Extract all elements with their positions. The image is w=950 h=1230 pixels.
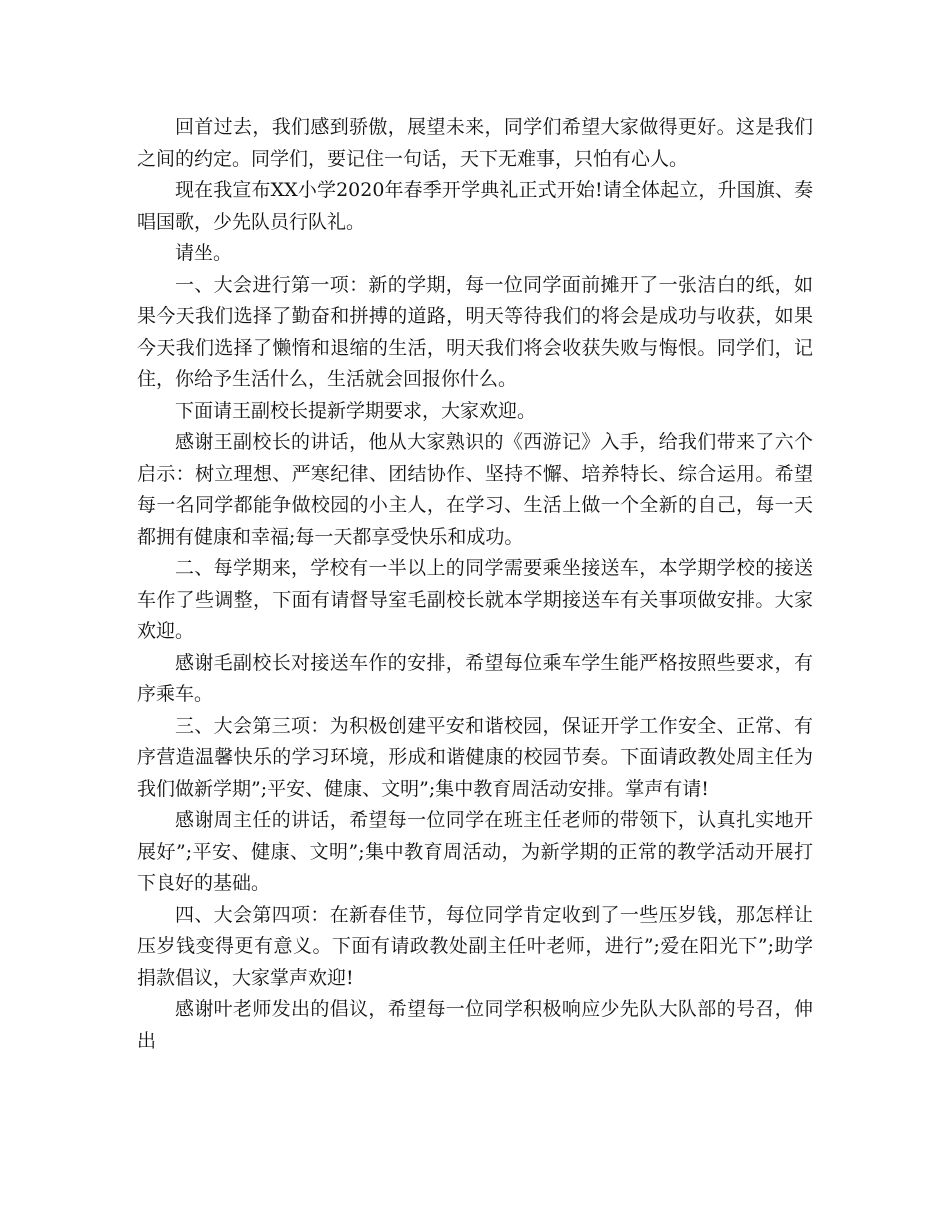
paragraph-6: 感谢王副校长的讲话，他从大家熟识的《西游记》入手，给我们带来了六个启示：树立理想、严寒纪律、团结协作、坚持不懈、培养特长、综合运用。希望每一名同学都能争做校园的小主人，在学习、生活上做一个全新的自己，每一天都拥有健康和幸福;每一天都享受快乐和成功。 [137, 431, 813, 548]
paragraph-9: 三、大会第三项：为积极创建平安和谐校园，保证开学工作安全、正常、有序营造温馨快乐的学习环境，形成和谐健康的校园节奏。下面请政教处周主任为我们做新学期”;平安、健康、文明”;集中教育周活动安排。掌声有请! [137, 714, 813, 800]
paragraph-12: 感谢叶老师发出的倡议，希望每一位同学积极响应少先队大队部的号召，伸出 [137, 998, 813, 1052]
document-body [137, 112, 813, 1057]
paragraph-7: 二、每学期来，学校有一半以上的同学需要乘坐接送车，本学期学校的接送车作了些调整，下面有请督导室毛副校长就本学期接送车有关事项做安排。大家欢迎。 [137, 557, 813, 642]
paragraph-5: 下面请王副校长提新学期要求，大家欢迎。 [175, 399, 537, 422]
paragraph-3: 请坐。 [175, 242, 233, 264]
paragraph-8: 感谢毛副校长对接送车作的安排，希望每位乘车学生能严格按照些要求，有序乘车。 [137, 651, 813, 705]
paragraph-1: 回首过去，我们感到骄傲，展望未来，同学们希望大家做得更好。这是我们之间的约定。同学们，要记住一句话，天下无难事，只怕有心人。 [137, 116, 813, 170]
paragraph-4: 一、大会进行第一项：新的学期，每一位同学面前摊开了一张洁白的纸，如果今天我们选择了勤奋和拼搏的道路，明天等待我们的将会是成功与收获，如果今天我们选择了懒惰和退缩的生活，明天我们将会收获失败与悔恨。同学们，记住，你给予生活什么，生活就会回报你什么。 [137, 273, 813, 390]
paragraph-11: 四、大会第四项：在新春佳节，每位同学肯定收到了一些压岁钱，那怎样让压岁钱变得更有意义。下面有请政教处副主任叶老师，进行”;爱在阳光下”;助学捐款倡议，大家掌声欢迎! [137, 903, 813, 989]
paragraph-2: 现在我宣布XX小学2020年春季开学典礼正式开始!请全体起立，升国旗、奏唱国歌，少先队员行队礼。 [137, 179, 813, 233]
paragraph-10: 感谢周主任的讲话，希望每一位同学在班主任老师的带领下，认真扎实地开展好”;平安、健康、文明”;集中教育周活动，为新学期的正常的教学活动开展打下良好的基础。 [137, 809, 813, 894]
